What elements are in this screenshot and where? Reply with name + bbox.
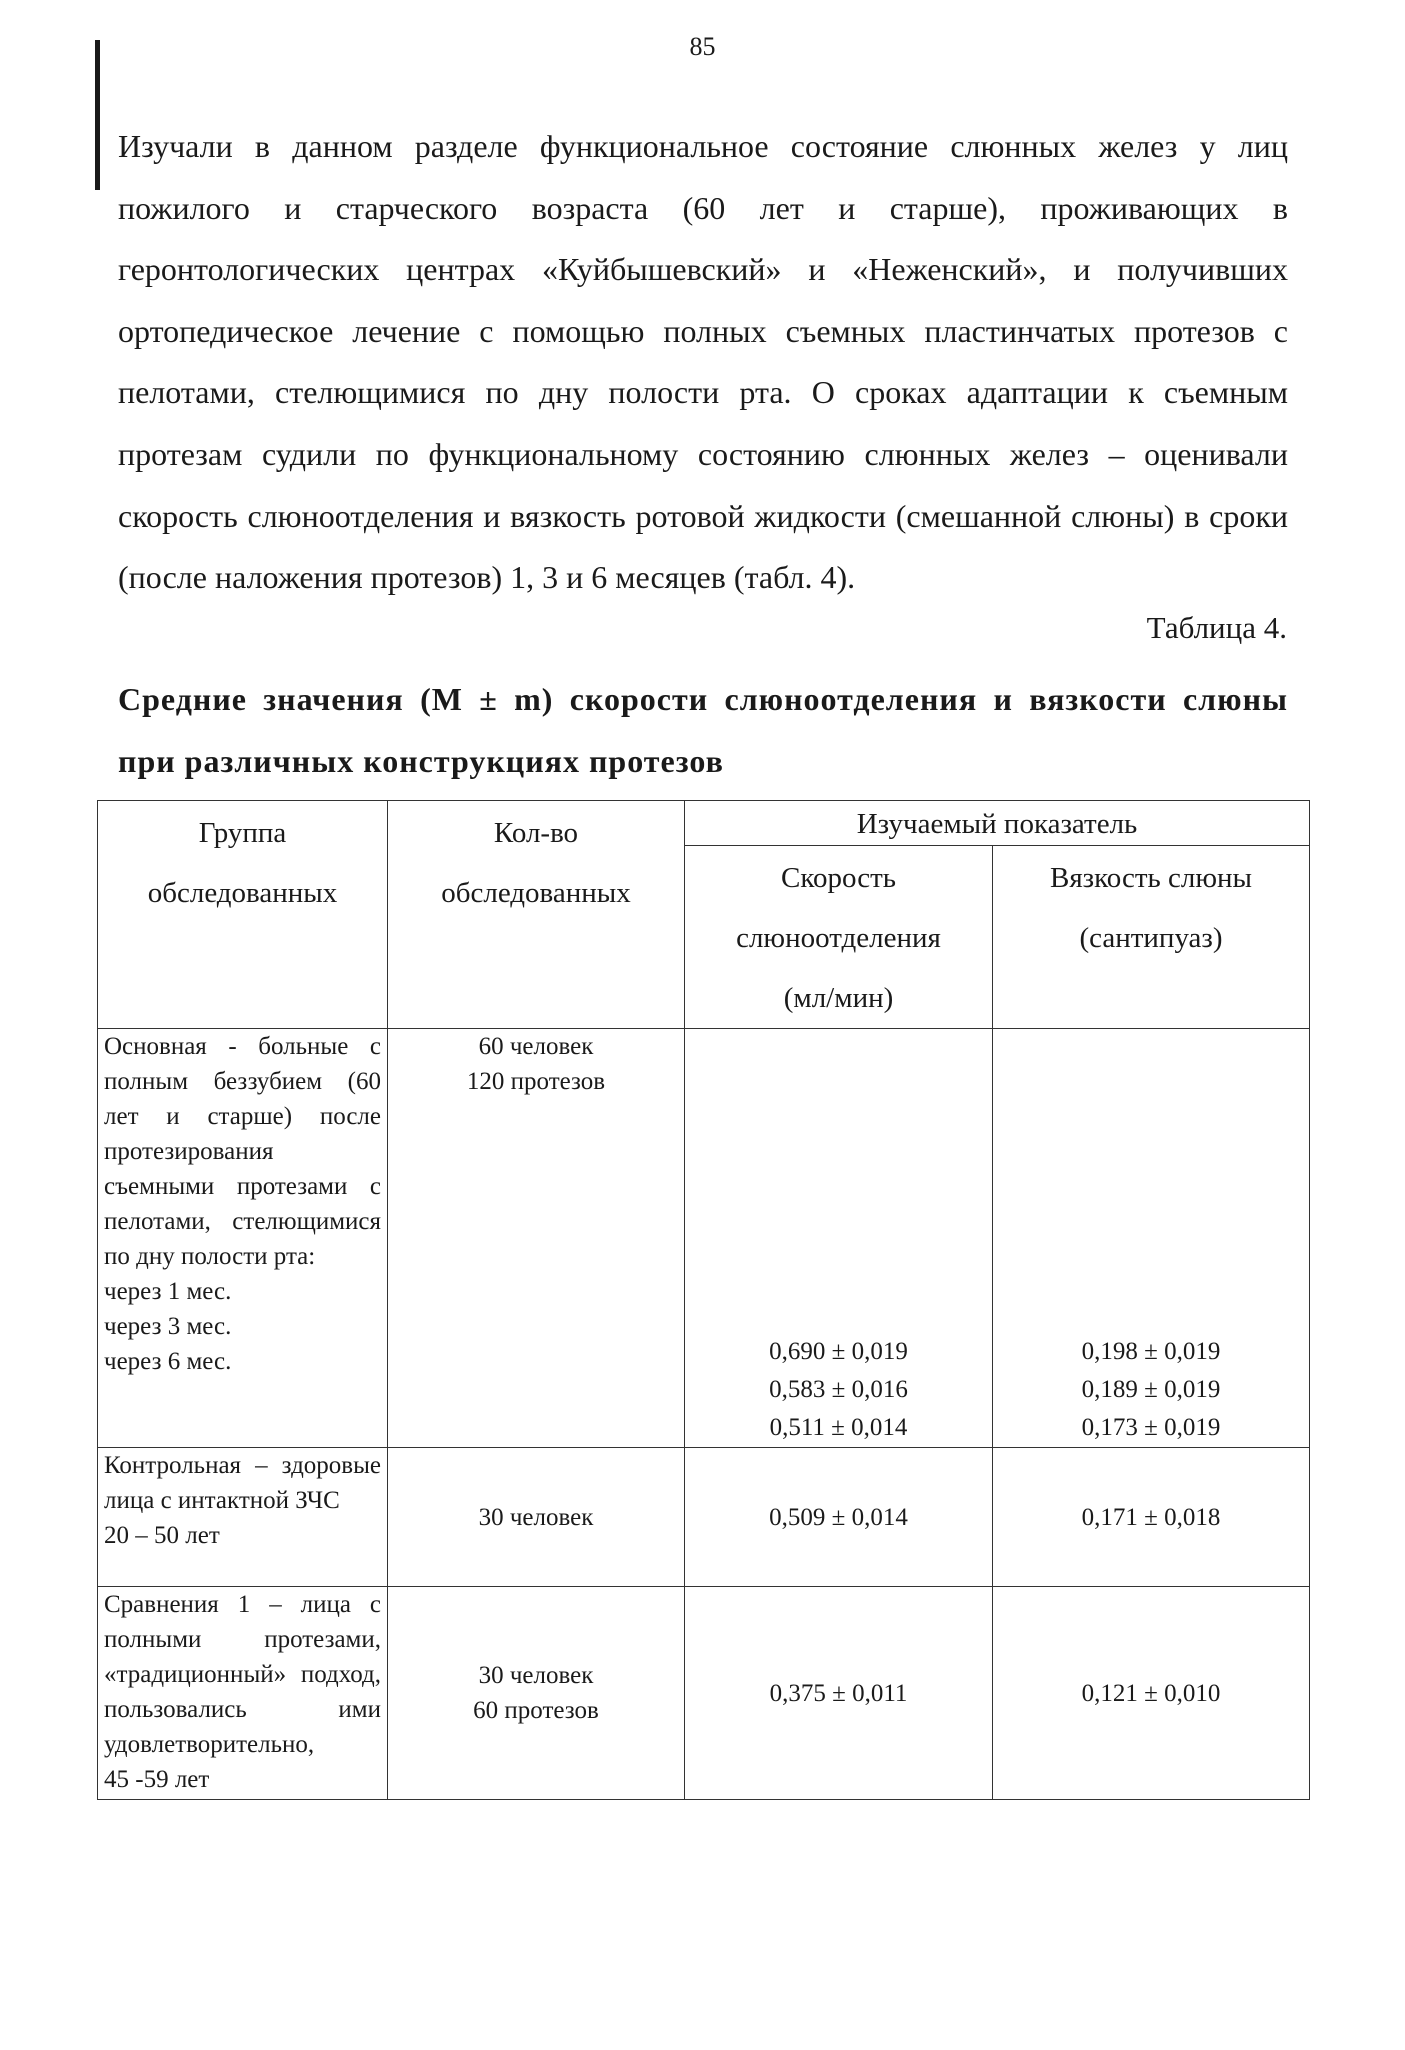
header-speed-line3: (мл/мин) xyxy=(783,982,894,1014)
data-table xyxy=(97,800,1310,1800)
table-caption: Таблица 4. xyxy=(1146,610,1287,645)
row3-group xyxy=(98,1587,388,1800)
row1-count xyxy=(388,1029,685,1448)
header-speed-line2: слюноотделения xyxy=(736,922,941,954)
row3-speed: 0,375 ± 0,011 xyxy=(685,1587,993,1800)
row2-count: 30 человек xyxy=(388,1448,685,1587)
row1-count-people: 60 человек xyxy=(478,1033,594,1060)
row1-viscosity-3: 0,173 ± 0,019 xyxy=(1081,1414,1221,1441)
row3-viscosity: 0,121 ± 0,010 xyxy=(993,1587,1310,1800)
header-group-line2: обследованных xyxy=(147,877,338,909)
header-viscosity-line2: (сантипуаз) xyxy=(1079,922,1223,954)
row2-group xyxy=(98,1448,388,1587)
header-viscosity xyxy=(993,846,1310,1029)
header-group-line1: Группа xyxy=(198,817,287,849)
row1-viscosity xyxy=(993,1029,1310,1448)
row3-count-prostheses: 60 протезов xyxy=(473,1697,599,1724)
header-count xyxy=(388,801,685,1029)
header-count-line1: Кол-во xyxy=(493,817,579,849)
row3-group-text: Сравнения 1 – лица с полными протезами, «традиционный» подход, пользовались ими удовлетворительно, xyxy=(104,1591,381,1758)
header-speed-line1: Скорость xyxy=(781,862,896,894)
row1-viscosity-1: 0,198 ± 0,019 xyxy=(1081,1338,1221,1365)
row1-speed-3: 0,511 ± 0,014 xyxy=(769,1414,908,1441)
header-group xyxy=(98,801,388,1029)
header-indicator: Изучаемый показатель xyxy=(685,801,1310,846)
row2-group-text: Контрольная – здоровые лица с интактной ЗЧС xyxy=(104,1452,381,1514)
row2-speed: 0,509 ± 0,014 xyxy=(685,1448,993,1587)
table-row xyxy=(98,1448,1310,1587)
row1-speed-2: 0,583 ± 0,016 xyxy=(769,1376,908,1403)
header-speed xyxy=(685,846,993,1029)
row1-speed-1: 0,690 ± 0,019 xyxy=(769,1338,908,1365)
row1-period-2: через 3 мес. xyxy=(104,1313,232,1340)
row2-age: 20 – 50 лет xyxy=(104,1522,220,1549)
margin-bar xyxy=(95,40,100,190)
table-row xyxy=(98,1587,1310,1800)
header-row-1 xyxy=(98,801,1310,846)
row2-viscosity: 0,171 ± 0,018 xyxy=(993,1448,1310,1587)
row1-group-text: Основная - больные с полным беззубием (60 лет и старше) после протезирования съемными протезами с пелотами, стелющимися по дну полости рта: xyxy=(104,1033,381,1270)
header-count-line2: обследованных xyxy=(441,877,631,909)
row1-period-1: через 1 мес. xyxy=(104,1278,232,1305)
row1-group xyxy=(98,1029,388,1448)
body-paragraph: Изучали в данном разделе функциональное состояние слюнных желез у лиц пожилого и старческого возраста (60 лет и старше), проживающих в геронтологических центрах «Куйбышевский» и «Неженский», и получивших ортопедическое лечение с помощью полных съемных пластинчатых протезов с пелотами, стелющимися по дну полости рта. О сроках адаптации к съемным протезам судили по функциональному состоянию слюнных желез – оценивали скорость слюноотделения и вязкость ротовой жидкости (смешанной слюны) в сроки (после наложения протезов) 1, 3 и 6 месяцев (табл. 4). xyxy=(118,128,1288,596)
row1-viscosity-2: 0,189 ± 0,019 xyxy=(1081,1376,1221,1403)
table-row xyxy=(98,1029,1310,1448)
table-title: Средние значения (М ± m) скорости слюноотделения и вязкости слюны при различных конструкциях протезов xyxy=(118,681,1288,779)
header-viscosity-line1: Вязкость слюны xyxy=(1049,862,1252,894)
row3-count xyxy=(388,1587,685,1800)
row1-period-3: через 6 мес. xyxy=(104,1348,232,1375)
row1-count-prostheses: 120 протезов xyxy=(466,1068,606,1095)
row1-speed xyxy=(685,1029,993,1448)
row3-count-people: 30 человек xyxy=(478,1662,594,1689)
page-number: 85 xyxy=(689,32,716,61)
row3-age: 45 -59 лет xyxy=(104,1766,210,1793)
